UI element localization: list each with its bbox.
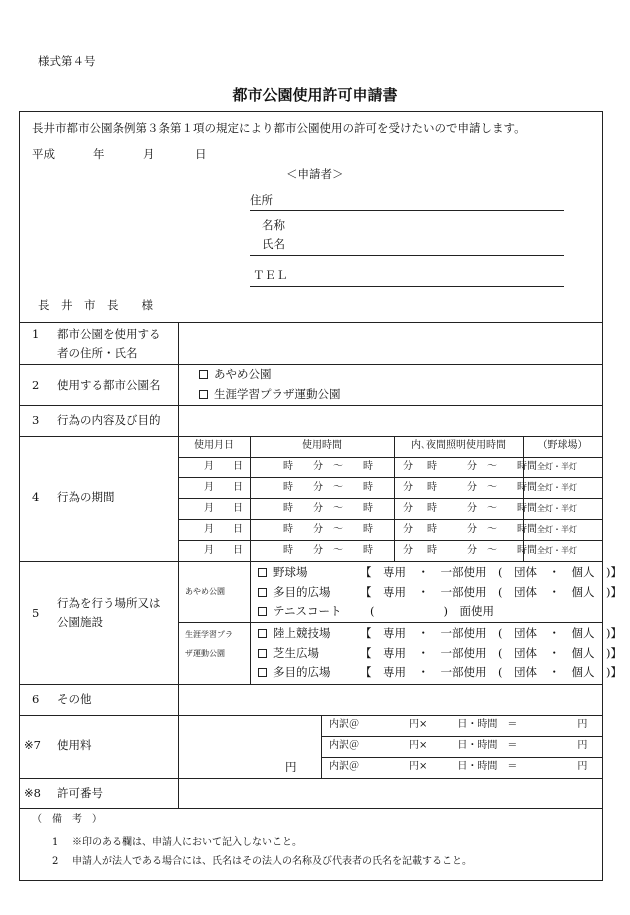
date-month: 月 — [143, 147, 155, 161]
row2-number: 2 — [32, 378, 40, 392]
row6-label: その他 — [57, 692, 92, 706]
checkbox-icon — [258, 668, 267, 677]
row1-label-line2: 者の住所・氏名 — [57, 346, 138, 360]
row3-label: 行為の内容及び目的 — [57, 413, 161, 427]
date-year: 年 — [93, 147, 105, 161]
name-label-2: 氏名 — [262, 237, 285, 251]
date-day: 日 — [195, 147, 207, 161]
permit-number-area[interactable] — [180, 780, 601, 807]
row4-label: 行為の期間 — [57, 490, 115, 504]
tel-label: ＴＥＬ — [253, 268, 288, 282]
usage-option-multi-plaza[interactable]: 【 専用 ・ 一部使用 ( 団体 ・ 個人 )】 — [360, 665, 622, 679]
row7-label: 使用料 — [57, 738, 92, 752]
date-era: 平成 — [32, 147, 55, 161]
name-line[interactable] — [250, 255, 564, 256]
park-name-ayame: あやめ公園 — [185, 587, 225, 596]
checkbox-icon — [258, 607, 267, 616]
usage-option-track[interactable]: 【 専用 ・ 一部使用 ( 団体 ・ 個人 )】 — [360, 626, 622, 640]
park-option-ayame[interactable]: あやめ公園 — [199, 369, 272, 381]
row6-input-area[interactable] — [180, 686, 601, 714]
fee-breakdown-line[interactable]: 内訳＠ 円× 日・時間 ＝ 円 — [329, 761, 588, 772]
period-header-time: 使用時間 — [302, 440, 342, 451]
park-option-plaza[interactable]: 生涯学習プラザ運動公園 — [199, 389, 341, 401]
period-header-field: （野球場） — [537, 440, 588, 451]
recipient: 長 井 市 長 様 — [38, 298, 153, 312]
row5-number: 5 — [32, 606, 40, 620]
remarks-heading: （ 備 考 ） — [32, 814, 102, 825]
facility-option-tennis[interactable]: テニスコート — [258, 606, 342, 618]
form-title: 都市公園使用許可申請書 — [232, 86, 398, 104]
checkbox-icon — [258, 568, 267, 577]
checkbox-icon — [258, 649, 267, 658]
remark-1-text: ※印のある欄は、申請人において記入しないこと。 — [72, 837, 302, 848]
tennis-court-count[interactable]: ( ) 面使用 — [370, 604, 494, 618]
checkbox-icon — [258, 588, 267, 597]
row7-number: ※7 — [24, 738, 41, 752]
row8-label: 許可番号 — [57, 786, 103, 800]
row1-label-line1: 都市公園を使用する — [57, 327, 161, 341]
checkbox-icon — [258, 629, 267, 638]
period-header-night: 内､夜間照明使用時間 — [411, 440, 506, 451]
form-number: 様式第４号 — [38, 54, 96, 68]
applicant-label: ＜申請者＞ — [286, 167, 344, 181]
remark-2-number: 2 — [52, 856, 59, 867]
row5-label-line1: 行為を行う場所又は — [57, 596, 161, 610]
address-label: 住所 — [250, 193, 273, 207]
facility-option-baseball[interactable]: 野球場 — [258, 567, 308, 579]
usage-option-baseball[interactable]: 【 専用 ・ 一部使用 ( 団体 ・ 個人 )】 — [360, 565, 622, 579]
fee-total-yen: 円 — [285, 760, 297, 774]
facility-option-multi-ayame[interactable]: 多目的広場 — [258, 587, 331, 599]
usage-option-multi-ayame[interactable]: 【 専用 ・ 一部使用 ( 団体 ・ 個人 )】 — [360, 585, 622, 599]
tel-line[interactable] — [250, 286, 564, 287]
fee-breakdown-line[interactable]: 内訳＠ 円× 日・時間 ＝ 円 — [329, 719, 588, 730]
remark-1-number: 1 — [52, 837, 59, 848]
name-label-1: 名称 — [262, 218, 285, 232]
checkbox-icon — [199, 390, 208, 399]
remark-2-text: 申請人が法人である場合には、氏名はその法人の名称及び代表者の氏名を記載すること。 — [72, 856, 472, 867]
park-name-plaza-line1: 生涯学習プラ — [185, 630, 233, 639]
row6-number: 6 — [32, 692, 40, 706]
row1-input-area[interactable] — [180, 324, 601, 363]
row4-number: 4 — [32, 490, 40, 504]
fee-breakdown-line[interactable]: 内訳＠ 円× 日・時間 ＝ 円 — [329, 740, 588, 751]
row8-number: ※8 — [24, 786, 41, 800]
row5-label-line2: 公園施設 — [57, 615, 103, 629]
address-line[interactable] — [250, 210, 564, 211]
usage-option-lawn[interactable]: 【 専用 ・ 一部使用 ( 団体 ・ 個人 )】 — [360, 646, 622, 660]
row1-number: 1 — [32, 327, 40, 341]
row2-label: 使用する都市公園名 — [57, 378, 161, 392]
facility-option-multi-plaza[interactable]: 多目的広場 — [258, 667, 331, 679]
facility-option-lawn[interactable]: 芝生広場 — [258, 648, 319, 660]
intro-text: 長井市都市公園条例第３条第１項の規定により都市公園使用の許可を受けたいので申請します。 — [32, 121, 526, 135]
row3-input-area[interactable] — [180, 407, 601, 435]
checkbox-icon — [199, 370, 208, 379]
park-name-plaza-line2: ザ運動公園 — [185, 649, 225, 658]
row3-number: 3 — [32, 413, 40, 427]
period-header-date: 使用月日 — [194, 440, 234, 451]
facility-option-track[interactable]: 陸上競技場 — [258, 628, 331, 640]
